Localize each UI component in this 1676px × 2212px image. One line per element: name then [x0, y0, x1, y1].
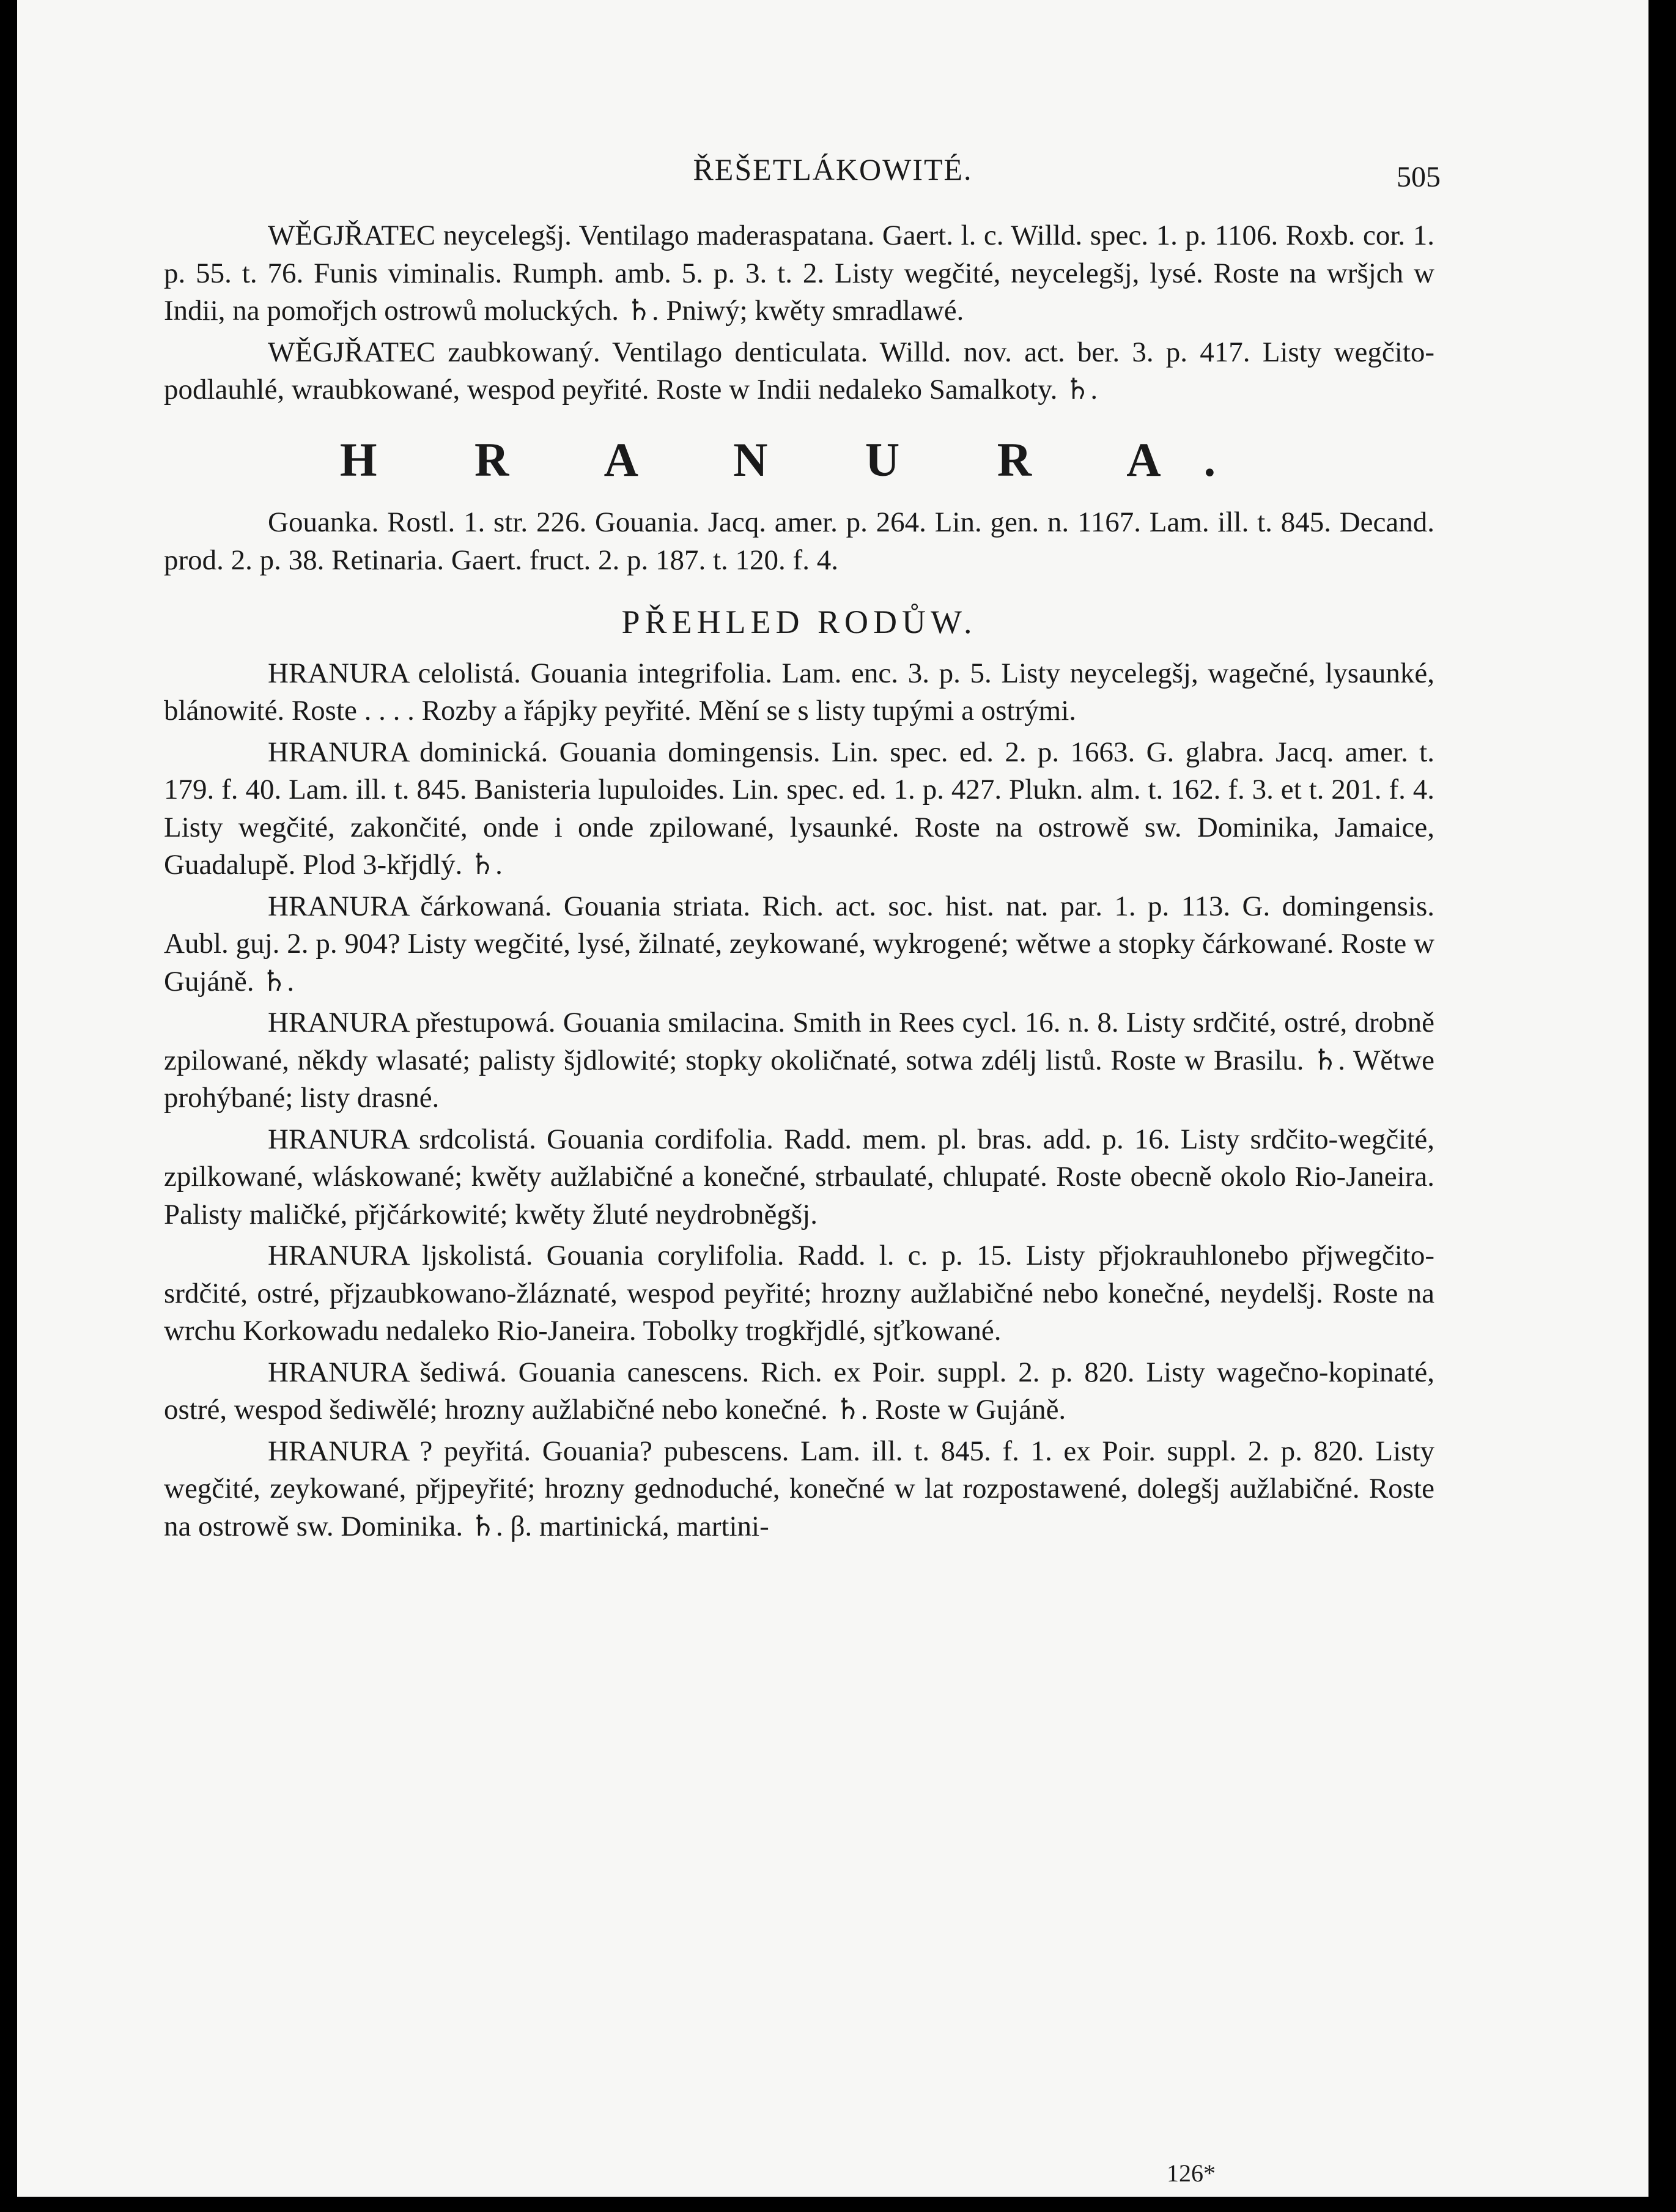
species-entry: HRANURA šediwá. Gouania canescens. Rich. ex Poir. suppl. 2. p. 820. Listy wagečno-kopinaté, ostré, wespod šediwělé; hrozny aužlabičné nebo konečné. ♄. Roste w Gujáně. [164, 1356, 1434, 1426]
section-title: PŘEHLED RODŮW. [621, 604, 977, 640]
species-entry: HRANURA přestupowá. Gouania smilacina. Smith in Rees cycl. 16. n. 8. Listy srdčité, ostré, drobně zpilowané, někdy wlasaté; palisty šjdlowité; stopky okoličnaté, sotwa zdélj listů. Roste w Brasilu. ♄. Wětwe prohýbané; listy drasné. [164, 1007, 1434, 1114]
species-entry: HRANURA dominická. Gouania domingensis. Lin. spec. ed. 2. p. 1663. G. glabra. Jacq. amer. t. 179. f. 40. Lam. ill. t. 845. Banisteria lupuloides. Lin. spec. ed. 1. p. 427. Plukn. alm. t. 162. f. 3. et t. 201. f. 4. Listy wegčité, zakončité, onde i onde zpilowané, lysaunké. Roste na ostrowě sw. Dominika, Jamaice, Guadalupě. Plod 3-křjdlý. ♄. [164, 736, 1434, 881]
running-head: ŘEŠETLÁKOWITÉ. [693, 152, 973, 187]
printer-signature: 126* [1167, 2159, 1216, 2187]
document-page [17, 0, 1648, 2197]
species-entry: HRANURA srdcolistá. Gouania cordifolia. Radd. mem. pl. bras. add. p. 16. Listy srdčito-wegčité, zpilkowané, wláskowané; kwěty aužlabičné a konečné, strbaulaté, chlupaté. Roste obecně okolo Rio-Janeira. Palisty maličké, přjčárkowité; kwěty žluté neydrobněgšj. [164, 1123, 1434, 1230]
species-entry: HRANURA ? peyřitá. Gouania? pubescens. Lam. ill. t. 845. f. 1. ex Poir. suppl. 2. p. 820. Listy wegčité, zeykowané, přjpeyřité; hrozny gednoduché, konečné w lat rozpostawené, dolegšj aužlabičné. Roste na ostrowě sw. Dominika. ♄. β. martinická, martini- [164, 1435, 1434, 1542]
page-number: 505 [1397, 161, 1441, 193]
species-entry: HRANURA ljskolistá. Gouania corylifolia. Radd. l. c. p. 15. Listy přjokrauhlonebo přjwegčito-srdčité, ostré, přjzaubkowano-žláznaté, wespod peyřité; hrozny aužlabičné nebo konečné, neydelšj. Roste na wrchu Korkowadu nedaleko Rio-Janeira. Tobolky trogkřjdlé, sjťkowané. [164, 1240, 1434, 1347]
genus-references: Gouanka. Rostl. 1. str. 226. Gouania. Jacq. amer. p. 264. Lin. gen. n. 1167. Lam. ill. t. 845. Decand. prod. 2. p. 38. Retinaria. Gaert. fruct. 2. p. 187. t. 120. f. 4. [164, 506, 1434, 576]
species-entry: HRANURA celolistá. Gouania integrifolia. Lam. enc. 3. p. 5. Listy neycelegšj, wagečné, lysaunké, blánowité. Roste . . . . Rozby a řápjky peyřité. Mění se s listy tupými a ostrými. [164, 657, 1434, 727]
genus-title: H R A N U R A. [339, 432, 1259, 486]
page-body [164, 217, 1434, 1545]
entry-ventilago-denticulata: WĚGJŘATEC zaubkowaný. Ventilago denticulata. Willd. nov. act. ber. 3. p. 417. Listy wegčito-podlauhlé, wraubkowané, wespod peyřité. Roste w Indii nedaleko Samalkoty. ♄. [164, 336, 1434, 405]
entry-ventilago-maderaspatana: WĚGJŘATEC neycelegšj. Ventilago maderaspatana. Gaert. l. c. Willd. spec. 1. p. 1106. Roxb. cor. 1. p. 55. t. 76. Funis viminalis. Rumph. amb. 5. p. 3. t. 2. Listy wegčité, neycelegšj, lysé. Roste na wršjch w Indii, na pomořjch ostrowů moluckých. ♄. Pniwý; kwěty smradlawé. [164, 220, 1434, 327]
species-entry: HRANURA čárkowaná. Gouania striata. Rich. act. soc. hist. nat. par. 1. p. 113. G. domingensis. Aubl. guj. 2. p. 904? Listy wegčité, lysé, žilnaté, zeykowané, wykrogené; wětwe a stopky čárkowané. Roste w Gujáně. ♄. [164, 890, 1434, 997]
